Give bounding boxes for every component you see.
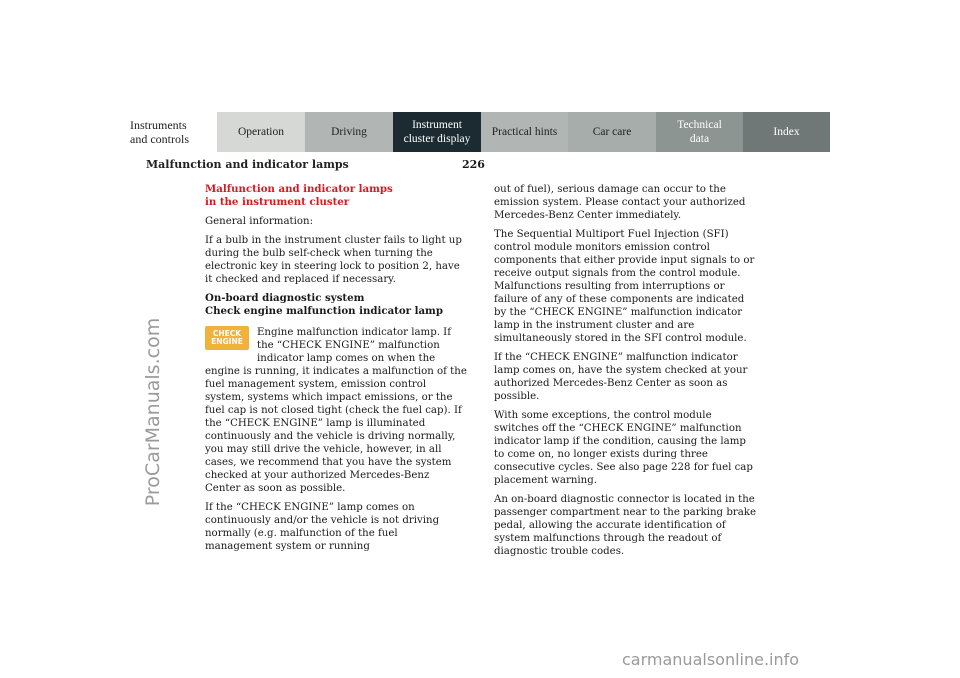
bulb-paragraph: If a bulb in the instrument cluster fails to light up during the bulb self-check when turning the electronic key in steering lock to position 2, have it checked and replaced if necessary. — [205, 235, 462, 285]
right-paragraph-2: The Sequential Multiport Fuel Injection (SFI) control module monitors emission control components that either provide input signals to or receive output signals from the control module. Malfunctions resulting from interruptions or failure of any of these components are indicated by the “CHECK ENGINE” malfunction indicator lamp in the instrument cluster and are simultaneously stored in the SFI control module. — [494, 229, 755, 344]
tab-label: Car care — [592, 126, 632, 138]
right-paragraph-3: If the “CHECK ENGINE” malfunction indicator lamp comes on, have the system checked at your authorized Mercedes-Benz Center as soon as possible. — [494, 352, 748, 402]
tab-label: Instruments and controls — [130, 118, 189, 146]
obd-heading — [205, 292, 467, 318]
bottom-watermark: carmanualsonline.info — [622, 650, 800, 669]
lamp-paragraph-block — [205, 326, 467, 495]
tab-label: Operation — [238, 126, 284, 138]
tab-label: Technical data — [677, 119, 722, 145]
tab-label: Index — [773, 126, 800, 138]
tab-driving[interactable] — [305, 112, 393, 152]
check-engine-lamp-icon — [205, 326, 249, 350]
section-title-line2: in the instrument cluster — [205, 196, 350, 208]
running-head: Malfunction and indicator lamps — [146, 158, 349, 171]
tab-label: Driving — [331, 126, 367, 138]
tab-label: Practical hints — [491, 126, 558, 138]
lamp-paragraph: Engine malfunction indicator lamp. If the “CHECK ENGINE” malfunction indicator lamp comes on when the engine is running, it indicates a malfunction of the fuel management system, emission control system, systems which impact emissions, or the fuel cap is not closed tight (check the fuel cap). If the “CHECK ENGINE” lamp is illuminated continuously and the vehicle is driving normally, you may still drive the vehicle, however, in all cases, we recommend that you have the system checked at your authorized Mercedes-Benz Center as soon as possible. — [205, 327, 467, 494]
lamp-label-line1: CHECK — [212, 329, 242, 338]
obd-title: On-board diagnostic system — [205, 292, 365, 304]
tab-technical-data[interactable] — [656, 112, 743, 152]
tab-instrument-cluster-display[interactable] — [393, 112, 481, 152]
section-title-line1: Malfunction and indicator lamps — [205, 183, 393, 195]
right-paragraph-4: With some exceptions, the control module switches off the “CHECK ENGINE” malfunction indicator lamp if the condition, causing the lamp to come on, no longer exists during three consecutive cycles. See also page 228 for fuel cap placement warning. — [494, 410, 753, 486]
right-paragraph-1: out of fuel), serious damage can occur to the emission system. Please contact your authorized Mercedes-Benz Center immediately. — [494, 184, 746, 221]
tab-index[interactable] — [743, 112, 830, 152]
tab-car-care[interactable] — [568, 112, 656, 152]
right-paragraph-5: An on-board diagnostic connector is located in the passenger compartment near to the parking brake pedal, allowing the accurate identification of system malfunctions through the readout of diagnostic trouble codes. — [494, 494, 756, 557]
right-column — [494, 183, 756, 564]
chapter-tabs — [130, 112, 830, 152]
tab-instruments-and-controls[interactable] — [130, 112, 217, 152]
lamp-title: Check engine malfunction indicator lamp — [205, 305, 443, 317]
tab-label: Instrument cluster display — [403, 119, 471, 145]
general-label: General information: — [205, 216, 314, 227]
left-column — [205, 183, 467, 559]
lamp-label-line2: ENGINE — [211, 337, 243, 346]
tab-operation[interactable] — [217, 112, 305, 152]
section-title — [205, 183, 467, 209]
tab-practical-hints[interactable] — [481, 112, 568, 152]
page-number: 226 — [462, 158, 485, 171]
continuous-paragraph: If the “CHECK ENGINE” lamp comes on continuously and/or the vehicle is not driving normally (e.g. malfunction of the fuel management system or running — [205, 502, 440, 552]
side-watermark: ProCarManuals.com — [142, 317, 164, 507]
